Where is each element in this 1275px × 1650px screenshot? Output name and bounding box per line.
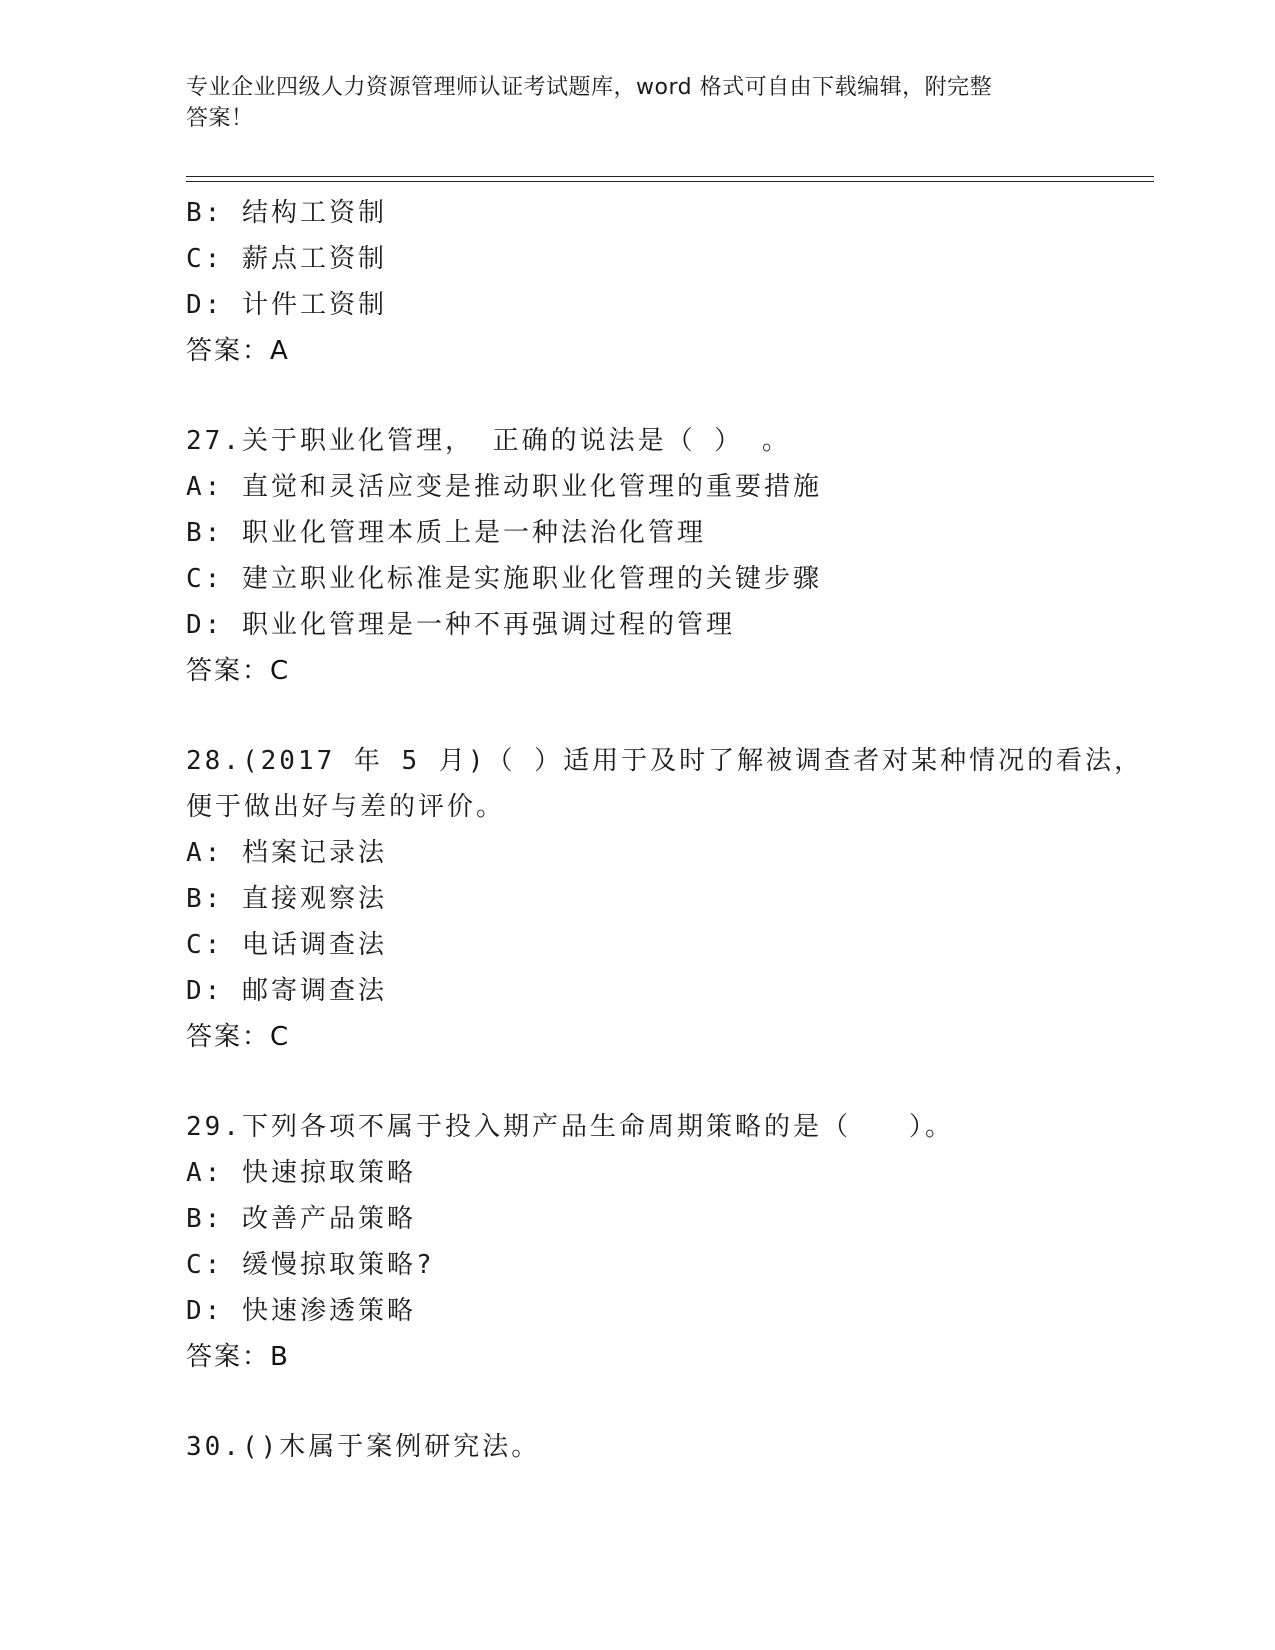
option-c: C: 建立职业化标准是实施职业化管理的关键步骤 bbox=[186, 564, 822, 594]
option-d: D: 计件工资制 bbox=[186, 290, 387, 320]
option-d: D: 邮寄调查法 bbox=[186, 976, 387, 1006]
spacer bbox=[186, 694, 1146, 738]
answer-line: 答案：C bbox=[186, 656, 291, 686]
question-stem: 29.下列各项不属于投入期产品生命周期策略的是（ ）。 bbox=[186, 1112, 954, 1142]
option-d: D: 职业化管理是一种不再强调过程的管理 bbox=[186, 610, 735, 640]
option-a: A: 快速掠取策略 bbox=[186, 1158, 416, 1188]
header-line-2: 答案！ bbox=[186, 106, 254, 131]
header-double-rule bbox=[186, 176, 1154, 182]
spacer bbox=[186, 1060, 1146, 1104]
answer-line: 答案：B bbox=[186, 1342, 290, 1372]
option-d: D: 快速渗透策略 bbox=[186, 1296, 416, 1326]
spacer bbox=[186, 1380, 1146, 1424]
option-b: B: 直接观察法 bbox=[186, 884, 387, 914]
question-27 bbox=[186, 418, 1146, 694]
option-c: C: 薪点工资制 bbox=[186, 244, 387, 274]
question-30 bbox=[186, 1424, 1146, 1470]
question-26-tail bbox=[186, 190, 1146, 374]
option-a: A: 档案记录法 bbox=[186, 838, 387, 868]
header-line-1: 专业企业四级人力资源管理师认证考试题库，word 格式可自由下载编辑，附完整 bbox=[186, 75, 993, 100]
option-b: B: 改善产品策略 bbox=[186, 1204, 416, 1234]
page-header bbox=[186, 72, 1086, 134]
question-29 bbox=[186, 1104, 1146, 1380]
option-c: C: 电话调查法 bbox=[186, 930, 387, 960]
question-stem: 30.()木属于案例研究法。 bbox=[186, 1432, 541, 1462]
question-content bbox=[186, 190, 1146, 1470]
answer-line: 答案：C bbox=[186, 1022, 291, 1052]
question-stem-line-2: 便于做出好与差的评价。 bbox=[186, 792, 506, 822]
question-28 bbox=[186, 738, 1146, 1060]
question-stem: 27.关于职业化管理， 正确的说法是（ ） 。 bbox=[186, 426, 791, 456]
question-stem-line-1: 28.(2017 年 5 月)（ ）适用于及时了解被调查者对某种情况的看法， bbox=[186, 746, 1144, 776]
option-b: B: 结构工资制 bbox=[186, 198, 387, 228]
option-b: B: 职业化管理本质上是一种法治化管理 bbox=[186, 518, 706, 548]
option-a: A: 直觉和灵活应变是推动职业化管理的重要措施 bbox=[186, 472, 822, 502]
answer-line: 答案：A bbox=[186, 336, 290, 366]
option-c: C: 缓慢掠取策略? bbox=[186, 1250, 435, 1280]
spacer bbox=[186, 374, 1146, 418]
